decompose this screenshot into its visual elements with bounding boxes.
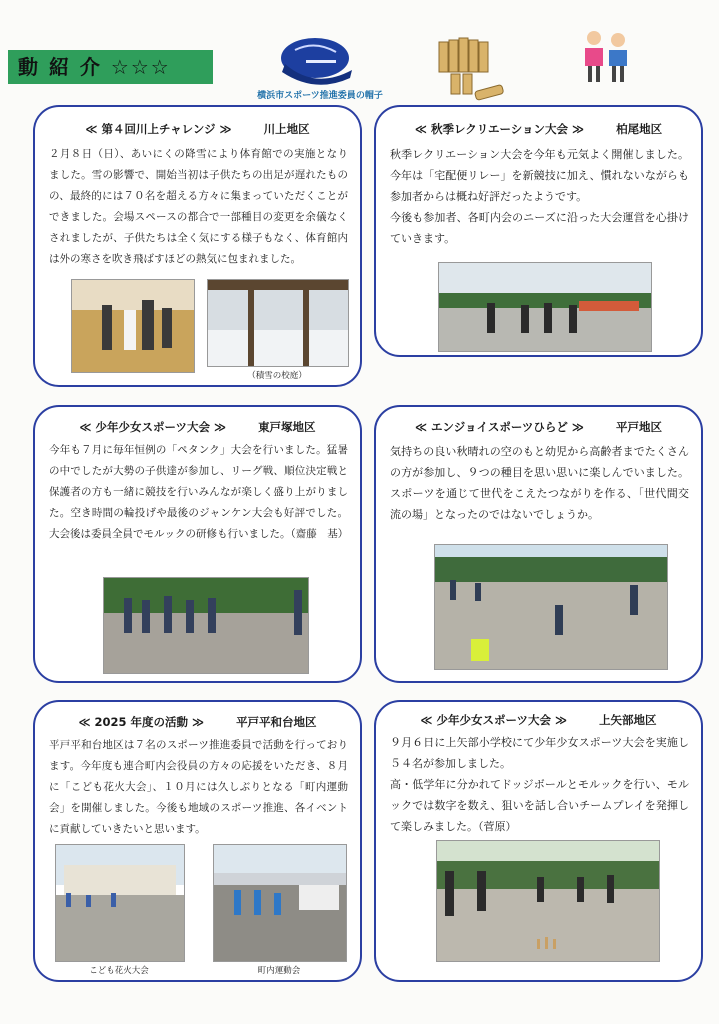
article-area: 東戸塚地区 [258,420,316,434]
molkky-pins-illustration [435,34,515,104]
article-body: ２月８日（日）、あいにくの降雪により体育館での実施となりました。雪の影響で、開始当初は子供たちの出足が遅れたものの、最終的には７０名を超える方々に集まっていただくことができました。会場スペースの都合で一部種目の変更を余儀なくされましたが、子供たちは全く気にする様子もなく、体育館内は外の寒さを吹き飛ばすほどの熱気に包まれました。 [49,148,348,265]
article-body: 秋季レクリエーション大会を今年も元気よく開催しました。今年は「宅配便リレー」を新競技に加え、慣れないながらも参加者からは概ね好評だったようです。 今後も参加者、各町内会のニーズに沿った大会運営を心掛けていきます。 [390,148,689,245]
article-title: ≪ エンジョイスポーツひらど ≫ [414,420,584,434]
article-body: 今年も７月に毎年恒例の「ペタンク」大会を行いました。猛暑の中でしたが大勢の子供達が参加し、リーグ戦、順位決定戦と保護者の方も一緒に競技を行いみんなが楽しく盛り上がりました。空き時間の輪投げや最後のジャンケン大会も好評でした。大会後は委員全員でモルックの研修も行いました。（齋藤 基） [49,444,349,540]
photo-caption: （積雪の校庭） [247,371,307,381]
article-kashio [374,105,703,357]
photo-gym-event [71,279,195,373]
cap-caption: 横浜市スポーツ推進委員の帽子 [257,91,383,101]
article-body: 平戸平和台地区は７名のスポーツ推進委員で活動を行っております。今年度も連合町内会役員の方々の応援をいただき、８月に「こども花火大会」、１０月には久しぶりとなる「町内運動会」を開催しました。今後も地域のスポーツ推進、各イベントに貢献していきたいと思います。 [49,739,348,835]
photo-sports-field [434,544,668,670]
page-header [0,0,719,110]
people-illustration [580,28,635,86]
article-area: 平戸平和台地区 [236,715,317,729]
article-body: 気持ちの良い秋晴れの空のもと幼児から高齢者までたくさんの方が参加し、９つの種目を思い思いに楽しんでいました。スポーツを通じて世代をこえたつながりを作る、「世代間交流の場」となったのではないでしょうか。 [390,445,689,521]
photo-town-sports-day [213,844,347,962]
photo-caption: こども花火大会 [89,966,149,976]
article-area: 柏尾地区 [616,122,663,136]
article-hirado [374,405,703,683]
article-kamiyabe [374,700,703,982]
photo-school-sports [436,840,660,962]
article-area: 平戸地区 [616,420,662,434]
article-area: 上矢部地区 [599,713,657,727]
article-kawakami [33,105,362,387]
article-title: ≪ 秋季レクリエーション大会 ≫ [414,122,585,136]
photo-petanque-event [103,577,309,674]
article-hiradoheiwadai [33,700,362,982]
article-area: 川上地区 [263,122,310,136]
photo-caption: 町内運動会 [257,966,301,976]
article-title: ≪ 第４回川上チャレンジ ≫ [85,122,232,136]
article-title: ≪ 2025 年度の活動 ≫ [78,715,205,729]
photo-recreation-field [438,262,652,352]
photo-snowy-schoolyard [207,279,349,367]
photo-kids-fireworks [55,844,185,962]
article-higashitotsuka [33,405,362,683]
article-title: ≪ 少年少女スポーツ大会 ≫ [79,420,227,434]
article-body: ９月６日に上矢部小学校にて少年少女スポーツ大会を実施し５４名が参加しました。 高・低学年に分かれてドッジボールとモルックを行い、モルックでは数字を数え、狙いを話し合いチームプレイを発揮して楽しみました。（菅原） [390,736,689,833]
cap-illustration [270,20,360,90]
section-title: 動 紹 介 ☆☆☆ [8,50,213,84]
article-title: ≪ 少年少女スポーツ大会 ≫ [420,713,568,727]
